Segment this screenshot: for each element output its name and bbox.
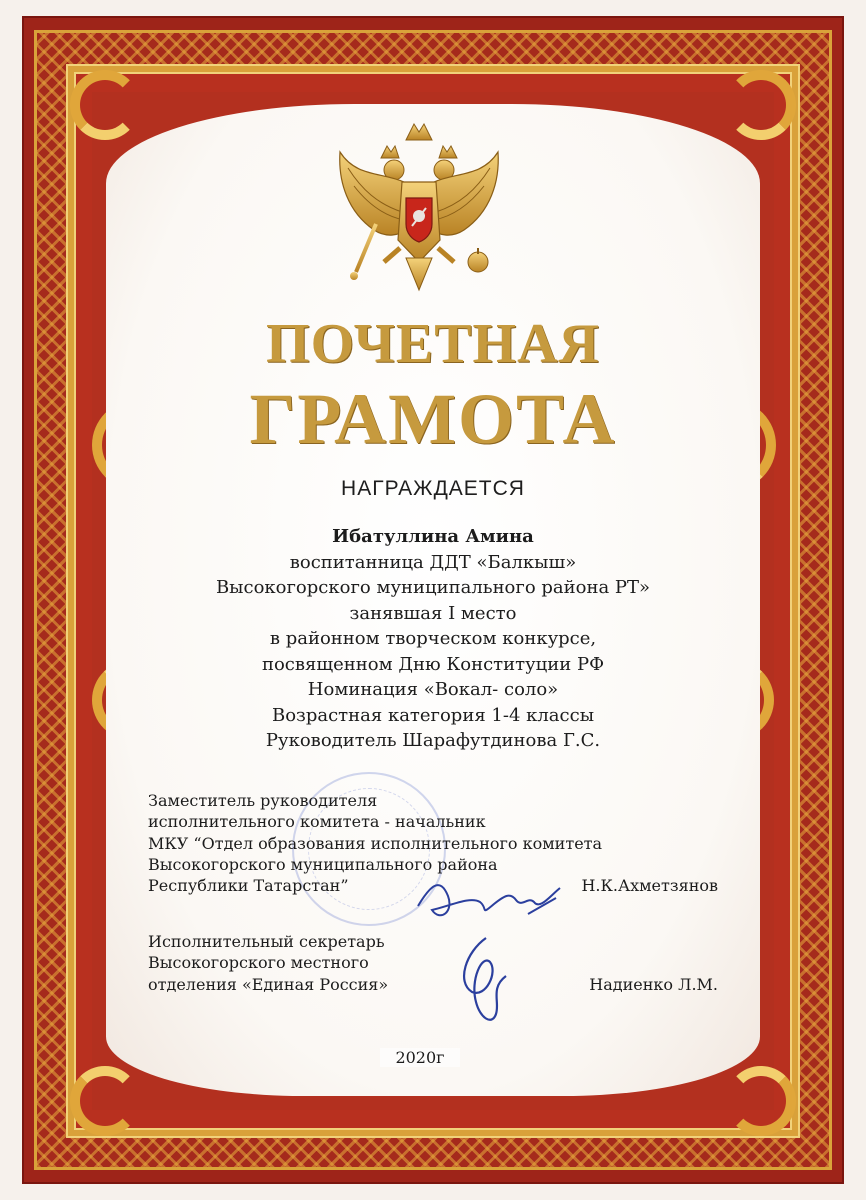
signatory-line: исполнительного комитета - начальник — [148, 812, 486, 832]
recipient-name: Ибатуллина Амина — [332, 526, 534, 547]
body-line: воспитанница ДДТ «Балкыш» — [289, 551, 577, 573]
ornament-swirl — [726, 70, 796, 140]
signatory-line: МКУ “Отдел образования исполнительного комитета — [148, 833, 603, 853]
ornament-swirl — [70, 70, 140, 140]
handwritten-signature-icon — [410, 866, 570, 936]
certificate-year: 2020г — [380, 1048, 460, 1067]
signatory-line-text: отделения «Единая Россия» — [148, 974, 389, 994]
russian-coat-of-arms-icon — [326, 112, 512, 298]
handwritten-signature-icon — [446, 932, 516, 1032]
body-line: посвященном Дню Конституции РФ — [261, 653, 605, 675]
body-line: Высокогорского муниципального района РТ» — [215, 577, 651, 598]
ornament-swirl — [726, 1066, 796, 1136]
awarded-label: НАГРАЖДАЕТСЯ — [341, 477, 525, 500]
body-line: занявшая I место — [349, 602, 517, 624]
signatory-line — [148, 974, 718, 995]
body-line: Руководитель Шарафутдинова Г.С. — [265, 730, 601, 751]
signatory-block-2 — [148, 931, 718, 995]
certificate-title-line1: ПОЧЕТНАЯ — [266, 313, 600, 375]
signatory-line: Высокогорского муниципального района — [148, 854, 498, 874]
body-line: в районном творческом конкурсе, — [269, 628, 597, 649]
certificate-title-line2: ГРАМОТА — [249, 379, 617, 459]
signatory-line: Высокогорского местного — [148, 953, 369, 973]
body-line: Возрастная категория 1-4 классы — [271, 704, 595, 726]
award-description — [120, 524, 746, 754]
signatory-line: Заместитель руководителя — [148, 791, 378, 810]
signatory-name: Надиенко Л.М. — [589, 974, 718, 994]
signatory-line: Исполнительный секретарь — [148, 932, 385, 951]
signatory-name: Н.К.Ахметзянов — [581, 876, 718, 896]
body-line: Номинация «Вокал- соло» — [307, 679, 559, 700]
ornament-swirl — [70, 1066, 140, 1136]
signatory-line-text: Республики Татарстан” — [148, 876, 349, 896]
